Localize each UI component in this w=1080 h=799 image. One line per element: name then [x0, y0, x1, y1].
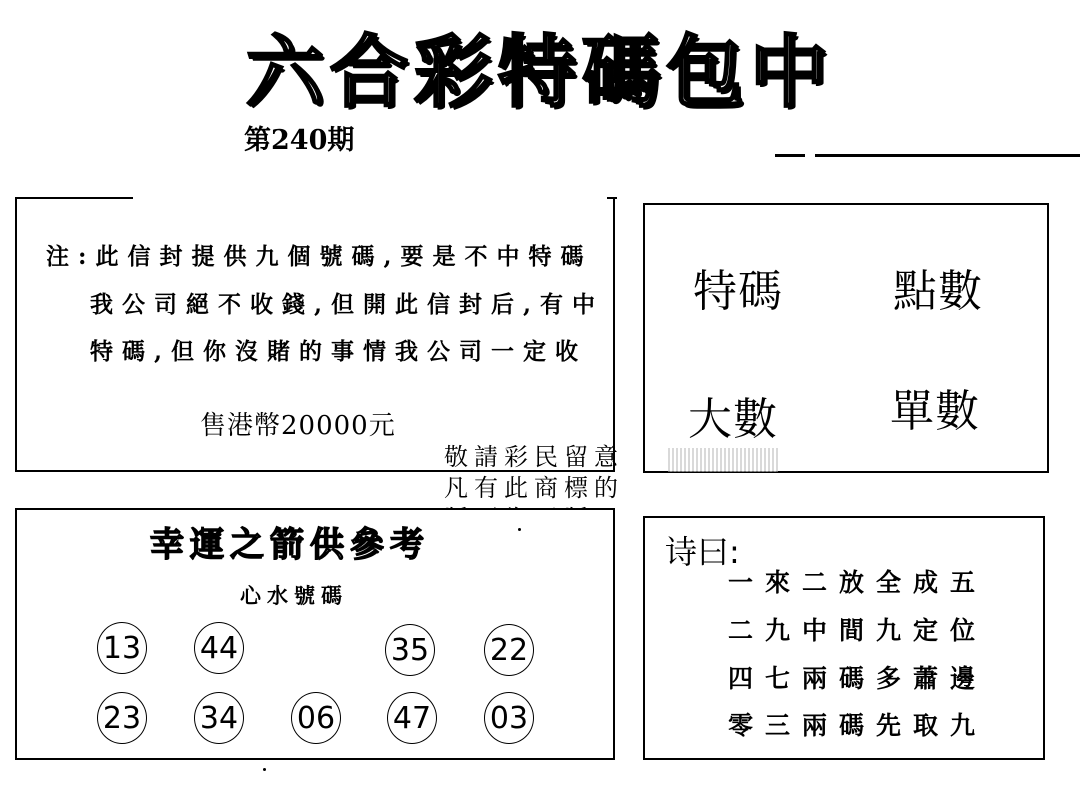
attribute-label: 點數: [893, 266, 983, 317]
page-title: 六合彩特碼包中: [245, 28, 834, 118]
notice-line: 注:此信封提供九個號碼,要是不中特碼: [46, 243, 593, 270]
issue-number: 第240期: [244, 125, 355, 156]
lucky-subtitle: 心水號碼: [240, 583, 348, 608]
number-ball: 34: [194, 692, 244, 744]
poem-line: 四七兩碼多蕭邊: [728, 664, 988, 693]
attribute-label: 大數: [688, 394, 778, 445]
attribute-label: 單數: [890, 386, 980, 437]
number-ball: 44: [194, 622, 244, 674]
notice-box-border: [15, 197, 133, 199]
number-ball: 22: [484, 624, 534, 676]
poem-line: 零三兩碼先取九: [728, 711, 988, 740]
header-rule: [775, 154, 805, 157]
notice-box-border: [607, 197, 617, 199]
price-text: 售港幣20000元: [200, 411, 396, 441]
notice-line: 特碼,但你沒賭的事情我公司一定收: [90, 338, 588, 365]
poem-line: 一來二放全成五: [728, 568, 988, 597]
brand-notice-line: 凡有此商標的: [444, 474, 624, 502]
trademark-stamp: [668, 448, 778, 472]
lucky-title: 幸運之箭供參考: [150, 525, 430, 565]
number-ball: 13: [97, 622, 147, 674]
number-ball: 03: [484, 692, 534, 744]
scan-speck: [518, 528, 521, 531]
number-ball: 23: [97, 692, 147, 744]
number-ball: 47: [387, 692, 437, 744]
brand-notice-line: 敬請彩民留意: [444, 443, 624, 471]
scan-speck: [263, 768, 266, 771]
number-ball: 35: [385, 624, 435, 676]
attribute-label: 特碼: [693, 266, 783, 317]
poem-line: 二九中間九定位: [728, 616, 988, 645]
header-rule: [815, 154, 1080, 157]
number-ball: 06: [291, 692, 341, 744]
notice-line: 我公司絕不收錢,但開此信封后,有中: [90, 291, 605, 318]
poem-heading: 诗曰:: [665, 533, 740, 571]
